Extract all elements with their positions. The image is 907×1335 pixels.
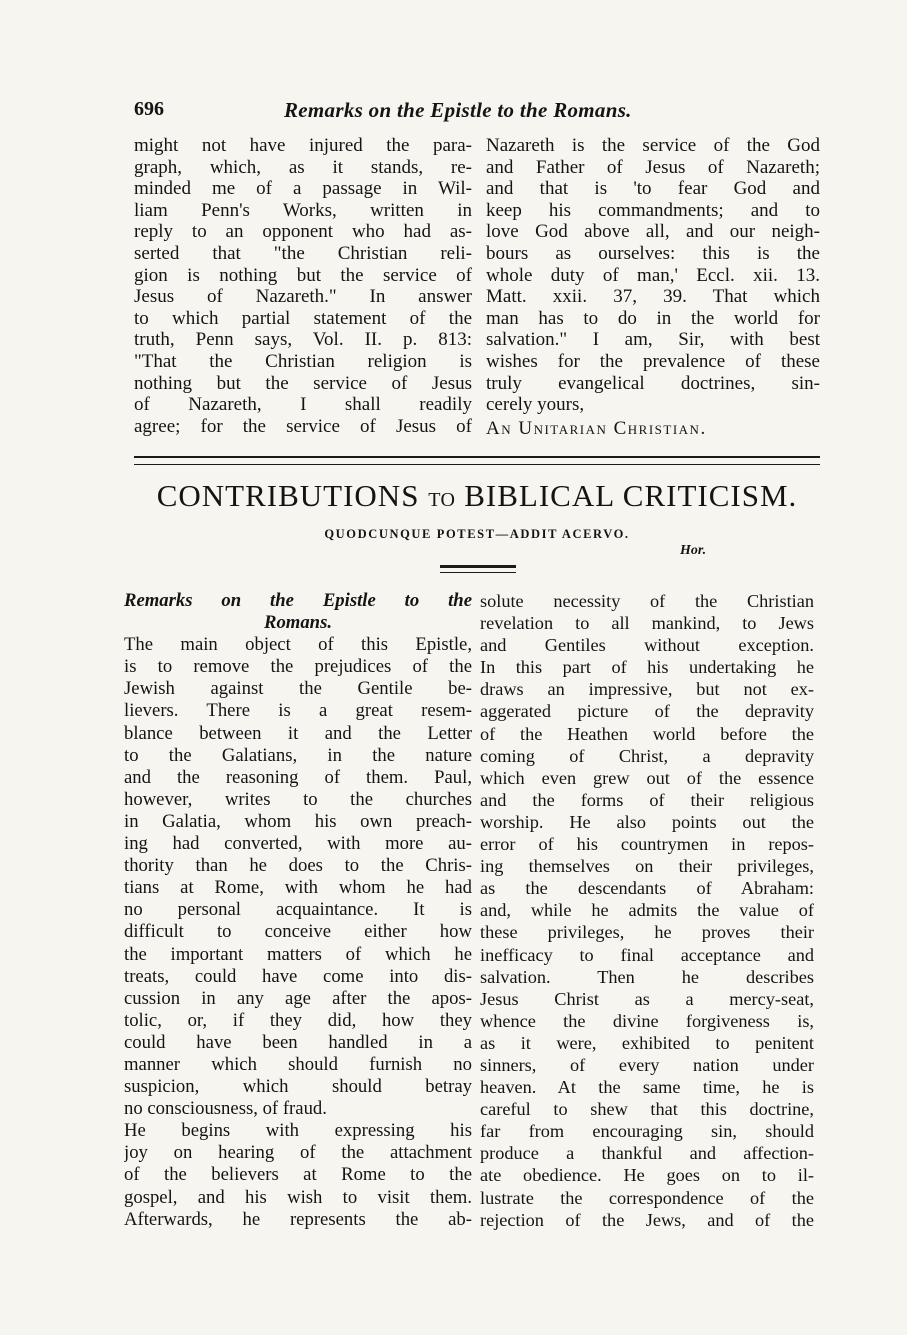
text-line: whole duty of man,' Eccl. xii. 13. [486,264,820,286]
text-line: whence the divine forgiveness is, [480,1010,814,1031]
text-line: the important matters of which he [124,943,472,965]
page-number: 696 [134,98,164,120]
text-line: solute necessity of the Christian [480,591,814,611]
text-line: these privileges, he proves their [480,922,814,943]
text-line: serted that "the Christian reli- [134,242,472,264]
text-line: is to remove the prejudices of the [124,656,472,678]
text-line: lievers. There is a great resem- [124,700,472,722]
bottom-right-column [480,590,814,1231]
text-line: which even grew out of the essence [480,767,814,788]
text-line: and Gentiles without exception. [480,635,814,656]
text-line: ate obedience. He goes on to il- [480,1165,814,1186]
text-line: and that is 'to fear God and [486,178,820,200]
text-line: of Nazareth, I shall readily [134,394,472,416]
text-line: manner which should furnish no [124,1053,472,1075]
epigraph-source: Hor. [680,543,707,558]
text-line: cerely yours, [486,394,585,416]
text-line: revelation to all mankind, to Jews [480,613,814,634]
section-title [134,478,820,514]
text-line: draws an impressive, but not ex- [480,679,814,700]
ornamental-rule [440,565,516,573]
article-title-line: Remarks on the Epistle to the [124,590,472,611]
text-line: minded me of a passage in Wil- [134,178,472,200]
section-title-connector: TO [428,489,456,511]
article-title [124,590,472,634]
text-line: love God above all, and our neigh- [486,221,820,243]
text-line: and, while he admits the value of [480,900,814,921]
text-line: In this part of his undertaking he [480,657,814,678]
text-line: thority than he does to the Chris- [124,855,472,877]
text-line: suspicion, which should betray [124,1076,472,1098]
epigraph: QUODCUNQUE POTEST—ADDIT ACERVO. [324,527,630,541]
text-line: no personal acquaintance. It is [124,899,472,921]
text-line: wishes for the prevalence of these [486,350,820,372]
text-line: no consciousness, of fraud. [124,1098,327,1120]
text-line: Jewish against the Gentile be- [124,678,472,700]
text-line: Afterwards, he represents the ab- [124,1208,472,1230]
section-title-part1: CONTRIBUTIONS [156,478,420,513]
text-line: tolic, or, if they did, how they [124,1009,472,1031]
text-line: and Father of Jesus of Nazareth; [486,156,820,178]
running-title: Remarks on the Epistle to the Romans. [284,98,632,122]
text-line: Jesus Christ as a mercy-seat, [480,988,814,1009]
text-line: and the reasoning of them. Paul, [124,766,472,788]
text-line: liam Penn's Works, written in [134,199,472,221]
text-line: lustrate the correspondence of the [480,1187,814,1208]
text-line: in Galatia, whom his own preach- [124,810,472,832]
text-line: bours as ourselves: this is the [486,242,820,264]
text-line: nothing but the service of Jesus [134,372,472,394]
article-title-line: Romans. [263,612,333,634]
text-line: to the Galatians, in the nature [124,744,472,766]
text-line: of the Heathen world before the [480,723,814,744]
section-divider [134,456,820,465]
text-line: and the forms of their religious [480,789,814,810]
text-line: agree; for the service of Jesus of [134,415,472,437]
text-line: sinners, of every nation under [480,1054,814,1075]
text-line: inefficacy to final acceptance and [480,944,814,965]
text-line: difficult to conceive either how [124,921,472,943]
text-line: however, writes to the churches [124,788,472,810]
text-line: He begins with expressing his [124,1120,472,1142]
running-head [134,98,818,128]
text-line: The main object of this Epistle, [124,634,472,656]
text-line: truly evangelical doctrines, sin- [486,372,820,394]
text-line: careful to shew that this doctrine, [480,1099,814,1120]
top-left-column [134,135,472,437]
text-line: gion is nothing but the service of [134,264,472,286]
text-line: truth, Penn says, Vol. II. p. 813: [134,329,472,351]
text-line: salvation." I am, Sir, with best [486,329,820,351]
text-line: coming of Christ, a depravity [480,745,814,766]
text-line: worship. He also points out the [480,811,814,832]
text-line: "That the Christian religion is [134,350,472,372]
top-right-column [486,135,820,439]
section-title-part2: BIBLICAL CRITICISM. [464,478,798,513]
text-line: produce a thankful and affection- [480,1143,814,1164]
text-line: ing had converted, with more au- [124,833,472,855]
signature: An Unitarian Christian. [486,417,707,439]
text-line: might not have injured the para- [134,135,472,156]
text-line: rejection of the Jews, and of the [480,1209,814,1230]
text-line: joy on hearing of the attachment [124,1142,472,1164]
text-line: ing themselves on their privileges, [480,856,814,877]
bottom-left-column [124,590,472,1231]
text-line: as it were, exhibited to penitent [480,1032,814,1053]
text-line: could have been handled in a [124,1031,472,1053]
text-line: of the believers at Rome to the [124,1164,472,1186]
text-line: far from encouraging sin, should [480,1121,814,1142]
text-line: Jesus of Nazareth." In answer [134,286,472,308]
text-line: error of his countrymen in repos- [480,834,814,855]
text-line: tians at Rome, with whom he had [124,877,472,899]
text-line: treats, could have come into dis- [124,965,472,987]
text-line: graph, which, as it stands, re- [134,156,472,178]
text-line: heaven. At the same time, he is [480,1077,814,1098]
text-line: Matt. xxii. 37, 39. That which [486,286,820,308]
text-line: man has to do in the world for [486,307,820,329]
text-line: as the descendants of Abraham: [480,878,814,899]
text-line: blance between it and the Letter [124,722,472,744]
text-line: to which partial statement of the [134,307,472,329]
text-line: Nazareth is the service of the God [486,135,820,156]
text-line: cussion in any age after the apos- [124,987,472,1009]
text-line: gospel, and his wish to visit them. [124,1186,472,1208]
text-line: aggerated picture of the depravity [480,701,814,722]
text-line: reply to an opponent who had as- [134,221,472,243]
text-line: keep his commandments; and to [486,199,820,221]
text-line: salvation. Then he describes [480,966,814,987]
